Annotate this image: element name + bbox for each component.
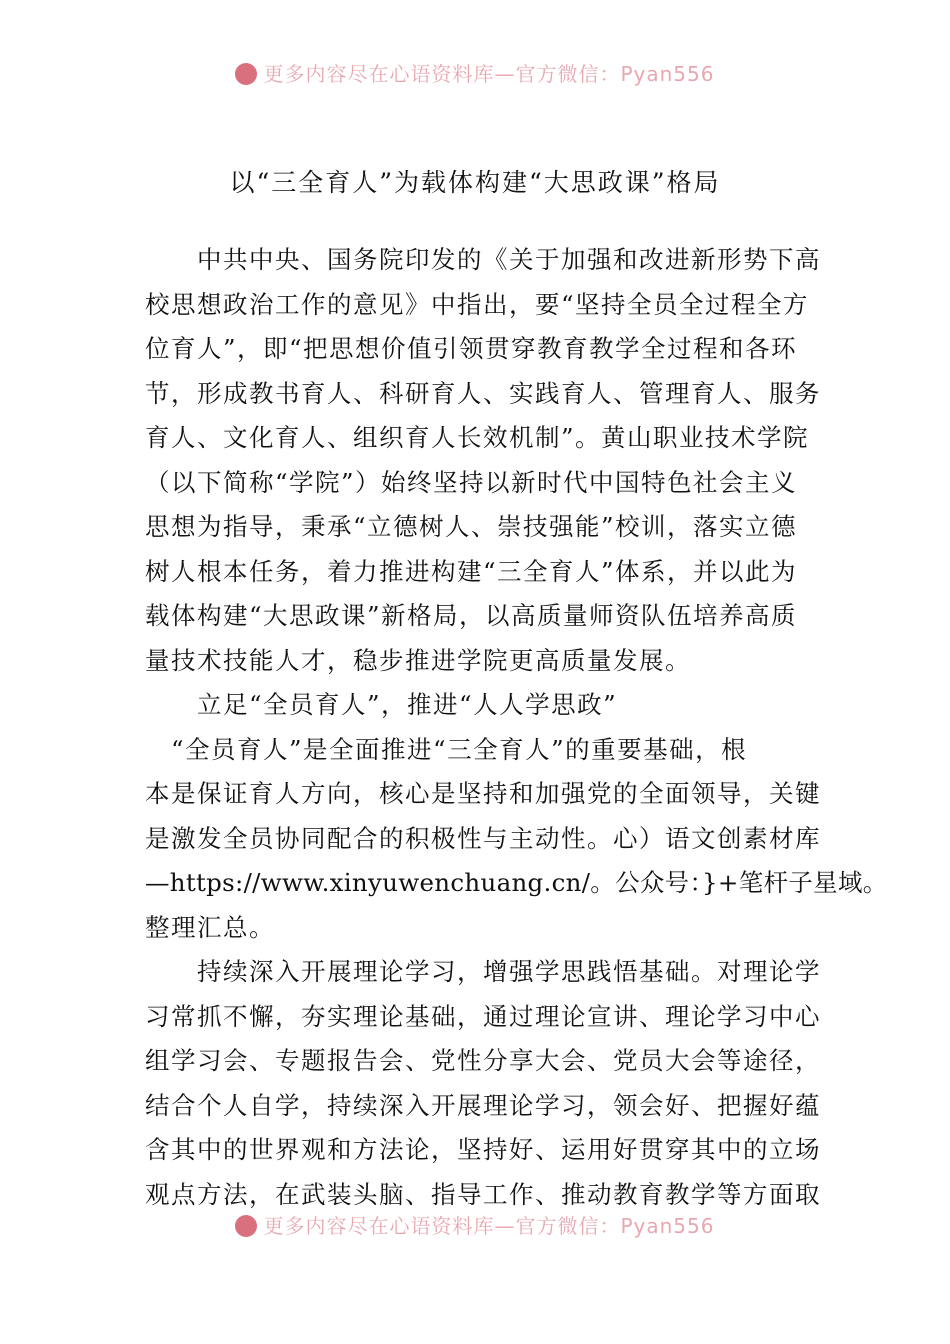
document-body xyxy=(145,238,888,1217)
text-line: —https://www.xinyuwenchuang.cn/。公众号：}+笔杆子星域。 xyxy=(145,868,888,897)
text-line: 载体构建“大思政课”新格局，以高质量师资队伍培养高质 xyxy=(145,601,798,630)
text-line: 节，形成教书育人、科研育人、实践育人、管理育人、服务 xyxy=(145,378,821,408)
text-line: 习常抓不懈，夯实理论基础，通过理论宣讲、理论学习中心 xyxy=(145,1001,821,1031)
text-line: 组学习会、专题报告会、党性分享大会、党员大会等途径， xyxy=(145,1046,821,1075)
text-line: 校思想政治工作的意见》中指出，要“坚持全员全过程全方 xyxy=(145,289,810,319)
header-watermark xyxy=(0,58,950,87)
header-watermark-text: 更多内容尽在心语资料库—官方微信：Pyan556 xyxy=(263,62,715,86)
text-line: 含其中的世界观和方法论，坚持好、运用好贯穿其中的立场 xyxy=(145,1135,821,1164)
footer-watermark-text: 更多内容尽在心语资料库—官方微信：Pyan556 xyxy=(263,1214,715,1238)
text-line: 位育人”，即“把思想价值引领贯穿教育教学全过程和各环 xyxy=(145,334,798,363)
logo-icon xyxy=(235,63,257,85)
text-line: 量技术技能人才，稳步推进学院更高质量发展。 xyxy=(145,645,691,675)
text-line: “全员育人”是全面推进“三全育人”的重要基础，根 xyxy=(171,734,748,764)
text-line: 树人根本任务，着力推进构建“三全育人”体系，并以此为 xyxy=(145,556,798,586)
text-line: 是激发全员协同配合的积极性与主动性。心）语文创素材库 xyxy=(145,823,821,853)
text-line: （以下简称“学院”）始终坚持以新时代中国特色社会主义 xyxy=(145,467,798,497)
footer-watermark xyxy=(0,1210,950,1239)
text-line: 观点方法，在武装头脑、指导工作、推动教育教学等方面取 xyxy=(145,1179,821,1209)
text-line: 结合个人自学，持续深入开展理论学习，领会好、把握好蕴 xyxy=(145,1090,821,1120)
text-line: 持续深入开展理论学习，增强学思践悟基础。对理论学 xyxy=(197,957,821,986)
document-title: 以“三全育人”为载体构建“大思政课”格局 xyxy=(229,168,721,197)
text-line: 思想为指导，秉承“立德树人、崇技强能”校训，落实立德 xyxy=(145,512,798,541)
logo-icon xyxy=(235,1215,257,1237)
text-line: 本是保证育人方向，核心是坚持和加强党的全面领导，关键 xyxy=(145,779,821,808)
text-line: 中共中央、国务院印发的《关于加强和改进新形势下高 xyxy=(197,245,821,274)
text-line: 育人、文化育人、组织育人长效机制”。黄山职业技术学院 xyxy=(145,423,810,452)
section-heading: 立足“全员育人”，推进“人人学思政” xyxy=(197,690,618,719)
text-line: 整理汇总。 xyxy=(145,912,275,942)
